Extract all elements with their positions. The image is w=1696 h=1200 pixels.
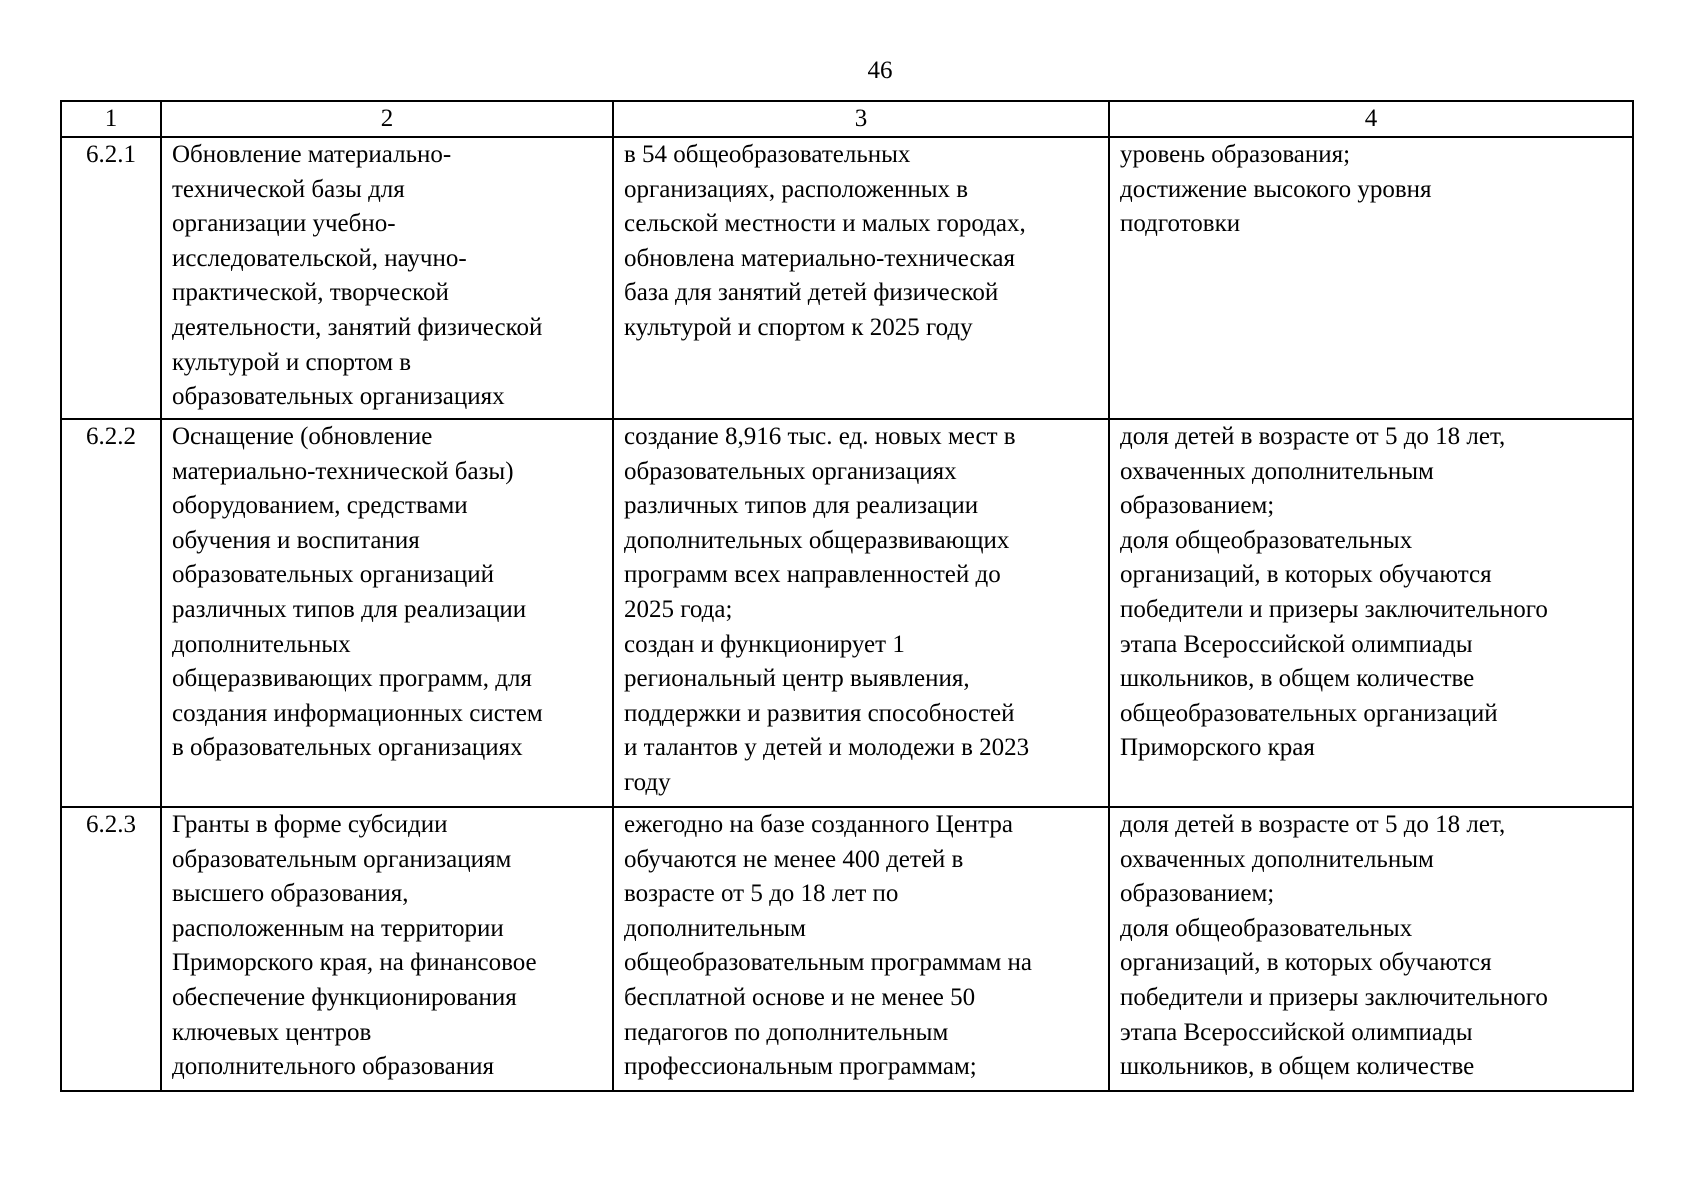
indicator-text: доля детей в возрасте от 5 до 18 лет, охваченных дополнительным образованием; доля общеобразовательных организаций, в которых обучаются победители и призеры заключительного этапа Всероссийской олимпиады школьников, в общем количестве общеобразовательных организаций Приморского края: [1120, 423, 1548, 762]
measures-table: [60, 100, 1634, 1092]
measure-cell: [161, 137, 613, 419]
indicator-cell: [1109, 137, 1633, 419]
measure-text: Оснащение (обновление материально-технической базы) оборудованием, средствами обучения и воспитания образовательных организаций различных типов для реализации дополнительных общеразвивающих программ, для создания информационных систем в образовательных организациях: [172, 423, 543, 762]
result-text: ежегодно на базе созданного Центра обучаются не менее 400 детей в возрасте от 5 до 18 лет по дополнительным общеобразовательным программам на бесплатной основе и не менее 50 педагогов по дополнительным профессиональным программам;: [624, 811, 1033, 1081]
table-row: [61, 419, 1633, 807]
indicator-cell: [1109, 419, 1633, 807]
measure-cell: [161, 807, 613, 1091]
row-number: 6.2.3: [61, 807, 161, 1091]
result-text: в 54 общеобразовательных организациях, расположенных в сельской местности и малых городах, обновлена материально-техническая база для занятий детей физической культурой и спортом к 2025 году: [624, 141, 1026, 341]
measure-text: Обновление материально- технической базы для организации учебно- исследовательской, научно- практической, творческой деятельности, занятий физической культурой и спортом в образовательных организациях: [172, 141, 543, 411]
indicator-cell: [1109, 807, 1633, 1091]
result-cell: [613, 137, 1109, 419]
result-cell: [613, 419, 1109, 807]
column-header-2: 2: [161, 101, 613, 137]
result-cell: [613, 807, 1109, 1091]
measure-text: Гранты в форме субсидии образовательным организациям высшего образования, расположенным на территории Приморского края, на финансовое обеспечение функционирования ключевых центров дополнительного образования: [172, 811, 537, 1081]
row-number: 6.2.2: [61, 419, 161, 807]
result-text: создание 8,916 тыс. ед. новых мест в образовательных организациях различных типов для реализации дополнительных общеразвивающих программ всех направленностей до 2025 года; создан и функционирует 1 региональный центр выявления, поддержки и развития способностей и талантов у детей и молодежи в 2023 году: [624, 423, 1030, 796]
measure-cell: [161, 419, 613, 807]
column-header-3: 3: [613, 101, 1109, 137]
table-header-row: [61, 101, 1633, 137]
row-number: 6.2.1: [61, 137, 161, 419]
indicator-text: уровень образования; достижение высокого уровня подготовки: [1120, 141, 1432, 238]
column-header-1: 1: [61, 101, 161, 137]
column-header-4: 4: [1109, 101, 1633, 137]
indicator-text: доля детей в возрасте от 5 до 18 лет, охваченных дополнительным образованием; доля общеобразовательных организаций, в которых обучаются победители и призеры заключительного этапа Всероссийской олимпиады школьников, в общем количестве: [1120, 811, 1548, 1081]
table-row: [61, 807, 1633, 1091]
table-row: [61, 137, 1633, 419]
page-number: 46: [867, 57, 893, 84]
